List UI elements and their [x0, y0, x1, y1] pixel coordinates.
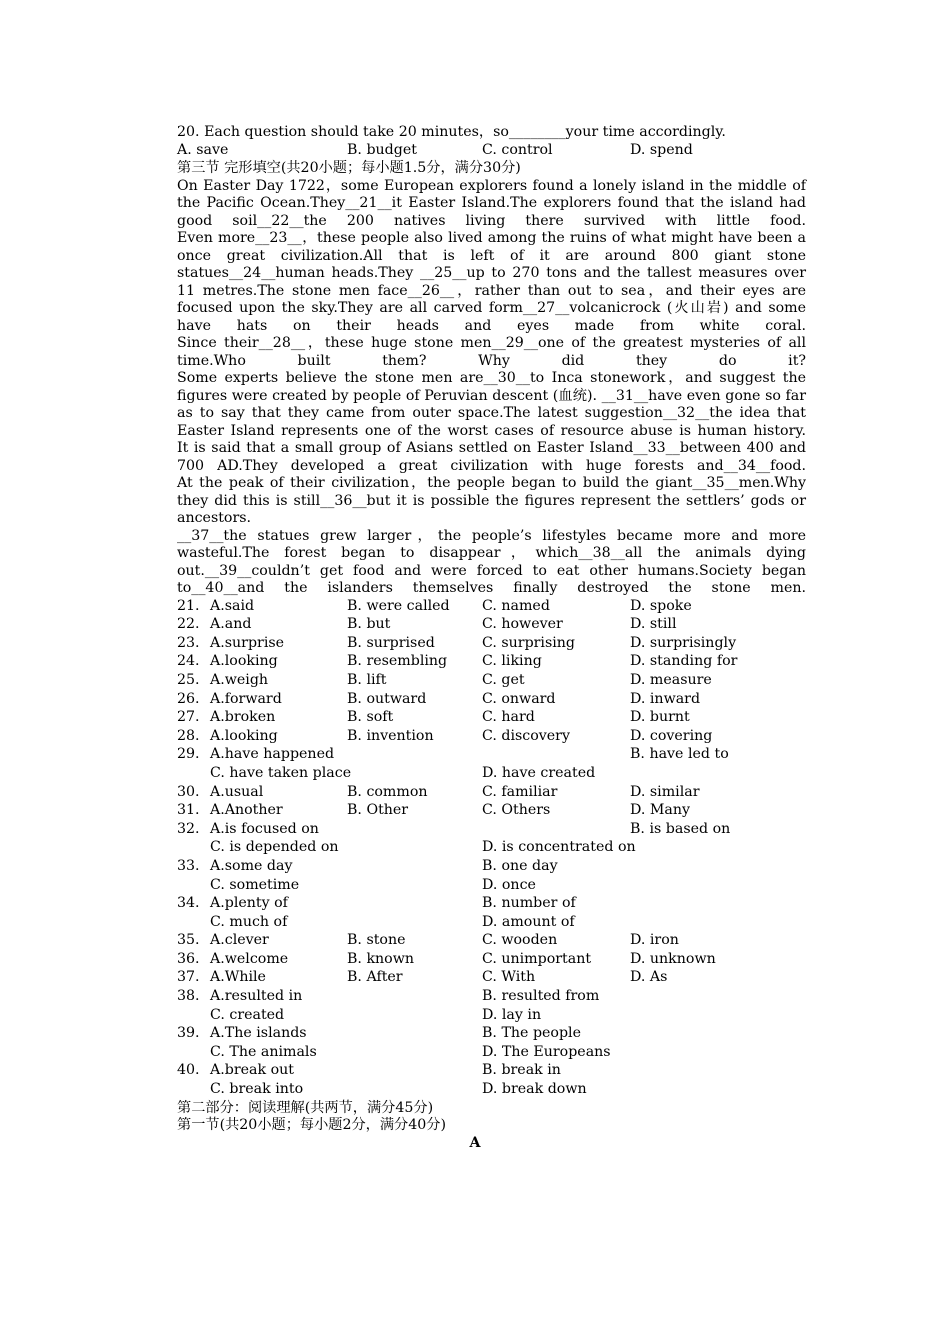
paragraph-5: It is said that a small group of Asians settled on Easter Island__33__between 400 and 700 AD.They developed a great civilization with huge forests and__34__food. — [177, 440, 806, 474]
option-c: C. break into — [210, 1081, 304, 1098]
question-row-continued — [144, 914, 806, 933]
option-d: D. amount of — [482, 913, 575, 930]
option-b: B. outward — [347, 690, 427, 707]
option-b: B. After — [347, 969, 403, 986]
option-d: D. lay in — [482, 1006, 542, 1023]
option-c: B. one day — [482, 857, 558, 874]
option-d: D. similar — [630, 783, 700, 800]
question-20-options — [144, 142, 806, 161]
option-a: A.broken — [210, 709, 276, 726]
paragraph-3: Since their__28__，these huge stone men__29__one of the greatest mysteries of all time.Who built them? Why did they do it? — [177, 335, 806, 369]
option-d: D. spend — [630, 141, 693, 158]
question-row — [144, 988, 806, 1007]
question-row-continued — [144, 839, 806, 858]
question-number: 26. — [177, 690, 200, 707]
option-a: A.weigh — [210, 671, 269, 688]
option-a: A.clever — [210, 932, 269, 949]
option-d: D. still — [630, 616, 677, 633]
option-d: D. once — [482, 876, 536, 893]
question-row — [144, 969, 806, 988]
question-row — [144, 858, 806, 877]
option-d: B. is based on — [630, 820, 731, 837]
option-b: B. stone — [347, 932, 406, 949]
option-c: C. created — [210, 1006, 285, 1023]
question-number: 34. — [177, 895, 200, 912]
option-a: A.plenty of — [210, 895, 288, 912]
question-number: 38. — [177, 988, 200, 1005]
option-b: B. resembling — [347, 653, 448, 670]
option-a: A.While — [210, 969, 266, 986]
option-d: D. inward — [630, 690, 701, 707]
paragraph-1: On Easter Day 1722，some European explorers found a lonely island in the middle of the Pacific Ocean.They__21__it Easter Island.The explorers found that the island had good soil__22__the 200 natives living there survived with little food. — [177, 177, 806, 229]
option-c: B. resulted from — [482, 988, 600, 1005]
option-c: C. surprising — [482, 634, 576, 651]
question-number: 31. — [177, 802, 200, 819]
question-row — [144, 709, 806, 728]
option-a: A.break out — [210, 1062, 294, 1079]
question-row — [144, 728, 806, 747]
question-row — [144, 635, 806, 654]
option-a: A.looking — [210, 727, 278, 744]
paragraph-4: Some experts believe the stone men are__30__to Inca stonework，and suggest the figures were created by people of Peruvian descent (血统). __31__have even gone so far as to say that they came from outer space.The latest suggestion__32__the idea that Easter Island represents one of the worst cases of resource abuse is human history. — [177, 370, 806, 439]
option-d: D. unknown — [630, 950, 716, 967]
paragraph-2: Even more__23__，these people also lived among the ruins of what might have been a once great civilization.All that is left of it are around 800 giant stone statues__24__human heads.They __25__up to 270 tons and the tallest measures over 11 metres.The stone men face__26__，rather than out to sea，and their eyes are focused upon the sky.They are all carved form__27__volcanicrock (火山岩) and some have hats on their heads and eyes made from white coral. — [177, 230, 806, 334]
question-row-continued — [144, 765, 806, 784]
option-b: B. surprised — [347, 634, 435, 651]
option-c: C. hard — [482, 709, 535, 726]
cloze-passage — [144, 178, 806, 598]
option-a: A.surprise — [210, 634, 285, 651]
paragraph-6: At the peak of their civilization，the people began to build the giant__35__men.Why they did this is still__36__but it is possible the figures represent the settlers’ gods or ancestors. — [177, 475, 806, 527]
option-c: C. sometime — [210, 876, 300, 893]
question-number: 36. — [177, 950, 200, 967]
question-number: 33. — [177, 857, 200, 874]
option-c: B. The people — [482, 1025, 581, 1042]
option-b: B. Other — [347, 802, 409, 819]
document-page — [144, 124, 806, 1152]
question-row — [144, 1025, 806, 1044]
option-c: C. familiar — [482, 783, 558, 800]
option-d: D. burnt — [630, 709, 690, 726]
question-number: 35. — [177, 932, 200, 949]
option-c: B. break in — [482, 1062, 561, 1079]
option-c: C. onward — [482, 690, 556, 707]
option-b: B. lift — [347, 671, 387, 688]
option-c: C. however — [482, 616, 563, 633]
question-row — [144, 653, 806, 672]
question-row — [144, 691, 806, 710]
option-b: B. invention — [347, 727, 434, 744]
option-c: C. With — [482, 969, 536, 986]
option-c: C. named — [482, 597, 550, 614]
question-number: 30. — [177, 783, 200, 800]
option-b: B. budget — [347, 141, 417, 158]
question-row — [144, 746, 806, 765]
answer-options — [144, 598, 806, 1100]
paragraph-7: __37__the statues grew larger，the people’s lifestyles became more and more wasteful.The forest began to disappear，which__38__all the animals dying out.__39__couldn’t get food and were forced to eat other humans.Society began to__40__and the islanders themselves finally destroyed the stone men. — [177, 527, 806, 597]
option-b: B. soft — [347, 709, 394, 726]
option-a: A.usual — [210, 783, 264, 800]
option-a: A. save — [177, 141, 229, 158]
option-c: C. get — [482, 671, 525, 688]
option-a: A.and — [210, 616, 252, 633]
option-c: C. The animals — [210, 1043, 317, 1060]
option-b: B. but — [347, 616, 391, 633]
question-number: 28. — [177, 727, 200, 744]
option-d: D. measure — [630, 671, 712, 688]
question-number: 39. — [177, 1025, 200, 1042]
question-row — [144, 932, 806, 951]
option-d: D. spoke — [630, 597, 692, 614]
option-d: D. is concentrated on — [482, 839, 636, 856]
option-a: A.some day — [210, 857, 293, 874]
question-row-continued — [144, 877, 806, 896]
option-c: C. control — [482, 141, 553, 158]
passage-letter: A — [469, 1134, 481, 1151]
question-row — [144, 672, 806, 691]
question-number: 40. — [177, 1062, 200, 1079]
option-a: A.The islands — [210, 1025, 307, 1042]
option-c: C. unimportant — [482, 950, 592, 967]
option-d: D. The Europeans — [482, 1043, 611, 1060]
question-20-stem: 20. Each question should take 20 minutes，so________your time accordingly. — [177, 124, 726, 140]
option-a: A.have happened — [210, 746, 335, 763]
question-number: 37. — [177, 969, 200, 986]
part-2-heading: 第二部分：阅读理解(共两节，满分45分) — [177, 1099, 434, 1116]
option-d: D. iron — [630, 932, 679, 949]
option-c: C. much of — [210, 913, 288, 930]
question-row-continued — [144, 1081, 806, 1100]
question-number: 29. — [177, 746, 200, 763]
option-d: D. break down — [482, 1081, 587, 1098]
option-d: D. have created — [482, 764, 596, 781]
question-row — [144, 895, 806, 914]
option-a: A.welcome — [210, 950, 289, 967]
section-1-heading: 第一节(共20小题；每小题2分，满分40分) — [177, 1117, 447, 1134]
question-row — [144, 802, 806, 821]
option-c: B. number of — [482, 895, 576, 912]
option-a: A.Another — [210, 802, 283, 819]
question-row — [144, 821, 806, 840]
option-d: D. standing for — [630, 653, 738, 670]
option-a: A.is focused on — [210, 820, 319, 837]
question-number: 25. — [177, 671, 200, 688]
question-row — [144, 951, 806, 970]
question-row-continued — [144, 1007, 806, 1026]
question-row — [144, 1062, 806, 1081]
question-number: 22. — [177, 616, 200, 633]
question-row — [144, 616, 806, 635]
question-number: 32. — [177, 820, 200, 837]
question-number: 21. — [177, 597, 200, 614]
option-a: A.forward — [210, 690, 282, 707]
option-d: B. have led to — [630, 746, 729, 763]
question-number: 27. — [177, 709, 200, 726]
option-c: C. wooden — [482, 932, 558, 949]
option-d: D. covering — [630, 727, 713, 744]
option-c: C. liking — [482, 653, 542, 670]
option-a: A.said — [210, 597, 255, 614]
question-row — [144, 784, 806, 803]
option-d: D. surprisingly — [630, 634, 737, 651]
question-number: 23. — [177, 634, 200, 651]
option-b: B. known — [347, 950, 415, 967]
option-a: A.resulted in — [210, 988, 303, 1005]
section-3-heading: 第三节 完形填空(共20小题；每小题1.5分，满分30分) — [177, 160, 521, 177]
option-d: D. As — [630, 969, 668, 986]
question-row-continued — [144, 1044, 806, 1063]
question-number: 24. — [177, 653, 200, 670]
question-row — [144, 598, 806, 617]
option-c: C. discovery — [482, 727, 570, 744]
option-c: C. is depended on — [210, 839, 339, 856]
option-b: B. common — [347, 783, 428, 800]
option-b: B. were called — [347, 597, 450, 614]
option-c: C. have taken place — [210, 764, 352, 781]
option-c: C. Others — [482, 802, 551, 819]
option-a: A.looking — [210, 653, 278, 670]
option-d: D. Many — [630, 802, 691, 819]
